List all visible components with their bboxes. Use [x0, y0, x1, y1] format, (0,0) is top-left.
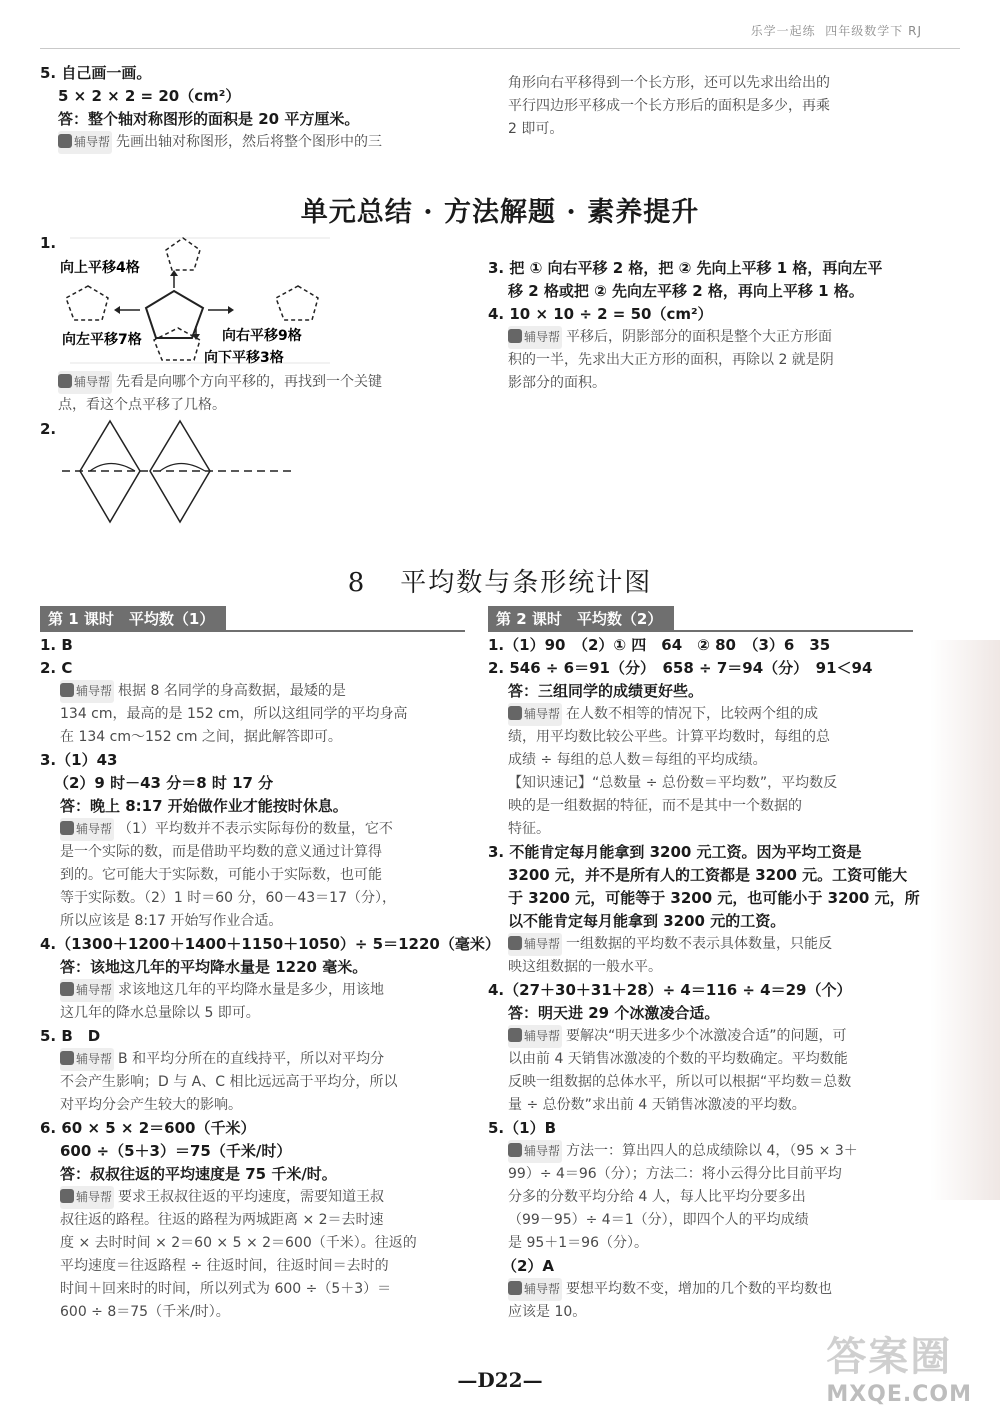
- s1-tip: [58, 371, 483, 417]
- l2-q5b: （2）A: [502, 1257, 555, 1275]
- l1-q4-tip: 求该地这几年的平均降水量是多少，用该地: [118, 982, 385, 998]
- tutor-icon: [60, 683, 74, 697]
- tutor-icon: [508, 936, 522, 950]
- l1-q4: 4.（1300＋1200＋1400＋1150＋1050）÷ 5＝1220（毫米）: [40, 935, 500, 953]
- l1-q6-tip: 600 ÷ 8＝75（千米/时）。: [60, 1304, 230, 1320]
- l2-q5a-tip: 方法一：算出四人的总成绩除以 4，（95 × 3＋: [566, 1143, 858, 1159]
- q5-tip: 辅导帮 先画出轴对称图形，然后将整个图形中的三: [40, 131, 465, 154]
- l2-q2-tip: 成绩 ÷ 每组的总人数＝每组的平均成绩。: [508, 752, 767, 768]
- tip-badge: 辅导帮: [60, 979, 114, 1002]
- translation-figure: [40, 228, 340, 368]
- header-divider: [40, 48, 960, 49]
- watermark-logo-text: 答案圈: [826, 1334, 953, 1380]
- chapter-name: 平均数与条形统计图: [400, 568, 653, 598]
- l2-q2-note: 【知识速记】“总数量 ÷ 总份数＝平均数”，平均数反: [508, 775, 838, 791]
- l2-q5a-tip: 分多的分数平均分给 4 人，每人比平均分要多出: [508, 1189, 806, 1205]
- tutor-icon: [508, 706, 522, 720]
- l2-q3: 3200 元，并不是所有人的工资都是 3200 元。工资可能大: [508, 866, 908, 884]
- book-subject: 四年级数学下 RJ: [825, 24, 922, 38]
- s4-tip-line: 积的一半，先求出大正方形的面积，再除以 2 就是阴: [508, 352, 834, 368]
- pentagon-right: [276, 286, 318, 320]
- s1-number: 1.: [40, 234, 57, 252]
- running-header: [751, 22, 922, 39]
- s3-s4-block: [488, 257, 913, 395]
- page-number: —D22—: [457, 1368, 543, 1392]
- l1-q6-tip: 度 × 去时时间 × 2＝60 × 5 × 2＝600（千米）。往返的: [60, 1235, 417, 1251]
- lesson1-header: [40, 606, 465, 632]
- watermark: [826, 1325, 972, 1407]
- tip-badge: 辅导帮: [508, 933, 562, 956]
- tutor-icon: [58, 134, 72, 148]
- tip-badge: 辅导帮: [58, 371, 112, 394]
- l2-q5b-tip: 应该是 10。: [508, 1304, 587, 1320]
- tutor-icon: [508, 329, 522, 343]
- watermark-url: MXQE.COM: [826, 1382, 972, 1407]
- lesson2-content: [488, 634, 920, 1324]
- tutor-icon: [60, 821, 74, 835]
- l1-q5: 5. B D: [40, 1027, 101, 1045]
- label-down: 向下平移3格: [204, 350, 284, 366]
- tutor-icon: [508, 1281, 522, 1295]
- l2-q2: 2. 546 ÷ 6＝91（分） 658 ÷ 7＝94（分） 91＜94: [488, 659, 873, 677]
- lesson1-tab: 第 1 课时 平均数（1）: [40, 606, 226, 632]
- q5-title: 5. 自己画一画。: [40, 64, 152, 82]
- label-left: 向左平移7格: [62, 332, 142, 348]
- l1-q2-tip: 134 cm，最高的是 152 cm，所以这组同学的平均身高: [60, 706, 408, 722]
- l2-q4-tip: 量 ÷ 总份数”求出前 4 天销售冰激凌的平均数。: [508, 1097, 806, 1113]
- l1-q3: 3.（1）43: [40, 751, 118, 769]
- lesson2-tab: 第 2 课时 平均数（2）: [488, 606, 674, 632]
- l2-q5a: 5.（1）B: [488, 1119, 557, 1137]
- pentagon-original: [146, 291, 203, 338]
- l2-q5a-tip: 是 95＋1＝96（分）。: [508, 1235, 648, 1251]
- chapter-title: [0, 562, 1000, 599]
- l1-q6: 6. 60 × 5 × 2＝600（千米）: [40, 1119, 256, 1137]
- l1-q6-tip: 叔往返的路程。往返的路程为两城距离 × 2＝去时速: [60, 1212, 384, 1228]
- s3-line: 3. 把 ① 向右平移 2 格，把 ② 先向上平移 1 格，再向左平: [488, 259, 883, 277]
- l2-q4-tip: 要解决“明天进多少个冰激凌合适”的问题，可: [566, 1028, 847, 1044]
- s3-line: 移 2 格或把 ② 先向左平移 2 格，再向上平移 1 格。: [508, 282, 864, 300]
- tip-badge: 辅导帮: [508, 326, 562, 349]
- l2-q3-tip: 映这组数据的一般水平。: [508, 959, 662, 975]
- l1-q3-tip: 所以应该是 8:17 开始写作业合适。: [60, 913, 283, 929]
- l2-q2-note: 映的是一组数据的特征，而不是其中一个数据的: [508, 798, 802, 814]
- l2-q2-tip: 在人数不相等的情况下，比较两个组的成: [566, 706, 819, 722]
- tutor-icon: [508, 1143, 522, 1157]
- tutor-icon: [60, 1051, 74, 1065]
- l2-q2-note: 特征。: [508, 821, 550, 837]
- s2-number: 2.: [40, 420, 57, 438]
- l2-q4: 4.（27＋30＋31＋28）÷ 4＝116 ÷ 4＝29（个）: [488, 981, 852, 999]
- tip-badge: 辅导帮: [60, 680, 114, 703]
- tip-badge: 辅导帮: [60, 1048, 114, 1071]
- l2-q3: 以不能肯定每月能拿到 3200 元的工资。: [508, 912, 786, 930]
- tutor-icon: [508, 1028, 522, 1042]
- tip-badge: 辅导帮: [508, 1278, 562, 1301]
- l1-q4-tip: 这几年的降水总量除以 5 即可。: [60, 1005, 260, 1021]
- l2-q5a-tip: 99）÷ 4＝96（分）；方法二：将小云得分比目前平均: [508, 1166, 842, 1182]
- label-right: 向右平移9格: [222, 328, 302, 344]
- q5-calc: 5 × 2 × 2 = 20（cm²）: [58, 87, 241, 105]
- l1-q3-tip: 等于实际数。（2）1 时＝60 分，60－43＝17（分），: [60, 890, 396, 906]
- l1-q5-tip: B 和平均分所在的直线持平，所以对平均分: [118, 1051, 385, 1067]
- l1-q2-tip: 根据 8 名同学的身高数据，最矮的是: [118, 683, 346, 699]
- s4-tip: 辅导帮 平移后，阴影部分的面积是整个大正方形面: [488, 326, 913, 349]
- tip-continued-line: 平行四边形平移成一个长方形后的面积是多少，再乘: [508, 98, 830, 114]
- l1-q1: 1. B: [40, 636, 73, 654]
- top-left-block: [40, 62, 465, 154]
- l2-q3: 3. 不能肯定每月能拿到 3200 元工资。因为平均工资是: [488, 843, 862, 861]
- symmetric-rhombus-figure: [40, 416, 300, 528]
- l2-q4-tip: 反映一组数据的总体水平，所以可以根据“平均数＝总数: [508, 1074, 852, 1090]
- l2-q4-answer: 答：明天进 29 个冰激凌合适。: [508, 1004, 720, 1022]
- l1-q5-tip: 对平均分会产生较大的影响。: [60, 1097, 242, 1113]
- l2-q2-tip: 绩，用平均数比较公平些。计算平均数时，每组的总: [508, 729, 830, 745]
- label-up: 向上平移4格: [60, 260, 140, 276]
- l1-q3-tip: 是一个实际的数，而是借助平均数的意义通过计算得: [60, 844, 382, 860]
- unit-summary-title: 单元总结 · 方法解题 · 素养提升: [300, 197, 700, 228]
- l2-q2-answer: 答：三组同学的成绩更好些。: [508, 682, 704, 700]
- lesson2-header: [488, 606, 913, 632]
- tutor-icon: [60, 1189, 74, 1203]
- lesson1-content: [40, 634, 500, 1324]
- l2-q3-tip: 一组数据的平均数不表示具体数量，只能反: [566, 936, 833, 952]
- tip-badge: 辅导帮: [508, 703, 562, 726]
- tip-badge: 辅导帮: [58, 131, 112, 154]
- decorative-edge: [930, 640, 1000, 1200]
- l2-q3: 于 3200 元，可能等于 3200 元，也可能小于 3200 元，所: [508, 889, 920, 907]
- tip-badge: 辅导帮: [60, 1186, 114, 1209]
- l1-q3-answer: 答：晚上 8:17 开始做作业才能按时休息。: [60, 797, 348, 815]
- tip-badge: 辅导帮: [60, 818, 114, 841]
- tutor-icon: [60, 982, 74, 996]
- l1-q2-tip: 在 134 cm～152 cm 之间，据此解答即可。: [60, 729, 342, 745]
- top-right-block: [508, 72, 933, 141]
- l1-q3-tip: 到的。它可能大于实际数，可能小于实际数，也可能: [60, 867, 382, 883]
- tutor-icon: [58, 374, 72, 388]
- series-name: 乐学一起练: [750, 24, 816, 38]
- l1-q2: 2. C: [40, 659, 73, 677]
- l2-q5b-tip: 要想平均数不变，增加的几个数的平均数也: [566, 1281, 833, 1297]
- pentagon-left: [66, 286, 108, 320]
- pentagon-up: [166, 238, 200, 270]
- tip-text: 点，看这个点平移了几格。: [58, 397, 226, 413]
- l1-q3-tip: （1）平均数并不表示实际每份的数量，它不: [118, 821, 393, 837]
- tip-text: 先看是向哪个方向平移的，再找到一个关键: [116, 374, 383, 390]
- l1-q4-answer: 答：该地这几年的平均降水量是 1220 毫米。: [60, 958, 368, 976]
- l1-q6-tip: 时间＋回来时的时间，所以列式为 600 ÷（5＋3）＝: [60, 1281, 392, 1297]
- l2-q4-tip: 以由前 4 天销售冰激凌的个数的平均数确定。平均数能: [508, 1051, 848, 1067]
- tip-continued-line: 2 即可。: [508, 121, 564, 137]
- s4-tip-line: 影部分的面积。: [508, 375, 606, 391]
- tip-continued-line: 角形向右平移得到一个长方形，还可以先求出给出的: [508, 75, 830, 91]
- tip-badge: 辅导帮: [508, 1025, 562, 1048]
- q5-answer: 答：整个轴对称图形的面积是 20 平方厘米。: [58, 110, 360, 128]
- l1-q6-tip: 要求王叔叔往返的平均速度，需要知道王叔: [118, 1189, 385, 1205]
- chapter-number: 8: [347, 568, 367, 598]
- s4-line: 4. 10 × 10 ÷ 2 = 50（cm²）: [488, 305, 713, 323]
- tip-badge: 辅导帮: [508, 1140, 562, 1163]
- l1-q5-tip: 不会产生影响；D 与 A、C 相比远远高于平均分，所以: [60, 1074, 398, 1090]
- l2-q1: 1.（1）90 （2）① 四 64 ② 80 （3）6 35: [488, 636, 831, 654]
- l1-q6: 600 ÷（5＋3）＝75（千米/时）: [60, 1142, 292, 1160]
- l1-q6-answer: 答：叔叔往返的平均速度是 75 千米/时。: [60, 1165, 337, 1183]
- l2-q5a-tip: （99－95）÷ 4＝1（分），即四个人的平均成绩: [508, 1212, 809, 1228]
- l1-q6-tip: 平均速度＝往返路程 ÷ 往返时间，往返时间＝去时的: [60, 1258, 389, 1274]
- l1-q3: （2）9 时－43 分＝8 时 17 分: [54, 774, 274, 792]
